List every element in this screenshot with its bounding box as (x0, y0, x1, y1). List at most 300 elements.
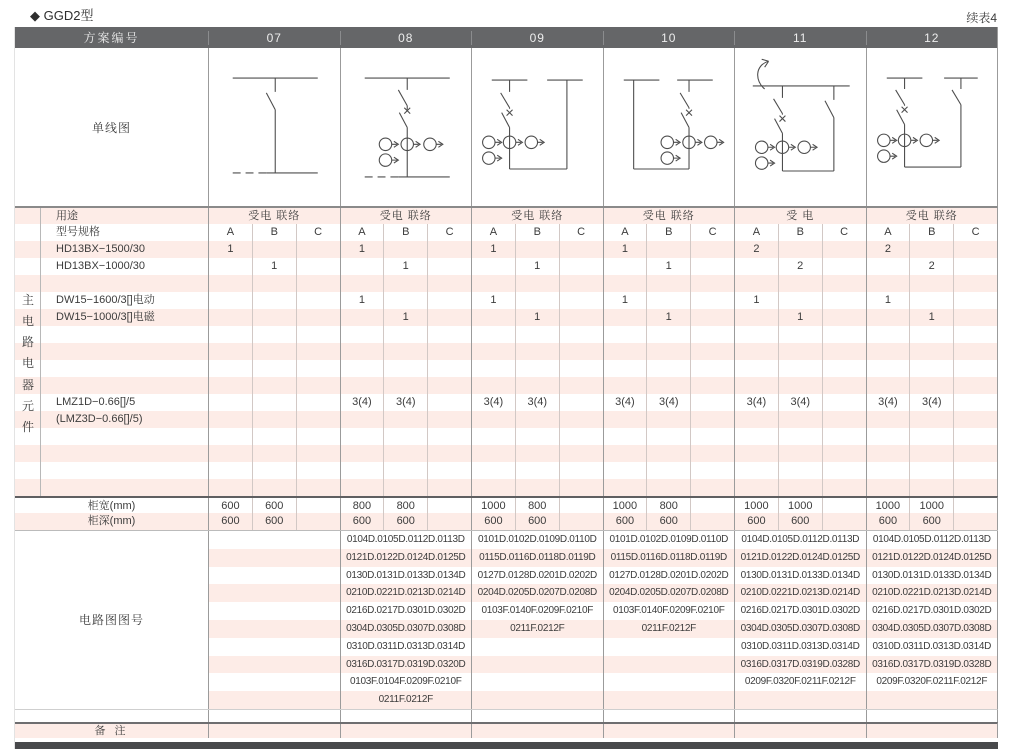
value-cell (778, 445, 822, 462)
value-cell (909, 428, 953, 445)
side-label-char: 主 (21, 293, 34, 307)
value-cell (822, 326, 866, 343)
scheme-cells (471, 309, 603, 326)
component-row (15, 309, 998, 326)
dimension-value-cell: 600 (646, 513, 690, 530)
dimension-value-cell: 600 (515, 513, 559, 530)
scheme-cells (340, 258, 472, 275)
scheme-cells (734, 462, 866, 479)
remarks-label: 备 注 (94, 724, 129, 737)
circuit-number-cell (603, 691, 735, 709)
value-cell (209, 343, 252, 360)
scheme-cells (208, 513, 340, 530)
value-cell (604, 326, 647, 343)
value-cell (209, 428, 252, 445)
scheme-cells (866, 309, 998, 326)
value-cell (515, 377, 559, 394)
component-row (15, 411, 998, 428)
scheme-cells (208, 411, 340, 428)
value-cell (735, 428, 778, 445)
value-cell (383, 241, 427, 258)
value-cell (953, 275, 997, 292)
scheme-cells (208, 292, 340, 309)
value-cell (341, 445, 384, 462)
scheme-cells (866, 411, 998, 428)
component-row (15, 292, 998, 309)
dimension-value-cell: 600 (615, 515, 635, 527)
component-label (41, 445, 208, 462)
value-cell (778, 462, 822, 479)
component-rows (15, 241, 998, 496)
scheme-cells (734, 292, 866, 309)
dimension-value-cell: 1000 (744, 500, 769, 512)
usage-row (15, 207, 998, 224)
scheme-cells (340, 326, 472, 343)
scheme-cells (208, 309, 340, 326)
value-cell (515, 411, 559, 428)
scheme-cells (340, 377, 472, 394)
value-cell (515, 360, 559, 377)
scheme-cells (340, 411, 472, 428)
scheme-cells (340, 428, 472, 445)
value-cell (953, 343, 997, 360)
single-line-diagram-10 (603, 48, 735, 206)
scheme-cells (734, 498, 866, 513)
value-cell (953, 377, 997, 394)
value-cell (383, 428, 427, 445)
circuit-number-cell: 0316D.0317D.0319D.0328D (866, 656, 998, 674)
value-cell: 1 (358, 294, 365, 306)
scheme-cells (866, 377, 998, 394)
value-cell (383, 411, 427, 428)
component-row (15, 462, 998, 479)
circuit-number-cell: 0211F.0212F (340, 691, 472, 709)
component-label: (LMZ3D−0.66[]/5) (56, 413, 143, 425)
scheme-cells (340, 479, 472, 496)
value-cell (690, 258, 734, 275)
usage-value: 受电 联络 (208, 208, 340, 224)
value-cell (909, 360, 953, 377)
value-cell (341, 377, 384, 394)
scheme-cells (603, 258, 735, 275)
scheme-cells (340, 462, 472, 479)
circuit-number-cell (208, 691, 340, 709)
value-cell (909, 292, 953, 309)
value-cell (646, 360, 690, 377)
value-cell (735, 479, 778, 496)
value-cell (909, 411, 953, 428)
value-cell: 3(4) (746, 396, 767, 408)
scheme-subheader (208, 224, 340, 241)
value-cell (690, 479, 734, 496)
dimension-value-cell: 1000 (778, 498, 822, 513)
value-cell (296, 275, 340, 292)
value-cell (953, 309, 997, 326)
value-cell (822, 462, 866, 479)
dimension-value-cell: 1000 (909, 498, 953, 513)
side-label-char: 路 (21, 335, 34, 350)
cabinet-width-row (15, 496, 998, 513)
diagram-row-label: 单线图 (91, 120, 131, 135)
value-cell (646, 275, 690, 292)
scheme-cells (208, 326, 340, 343)
scheme-cells (734, 241, 866, 258)
circuit-number-cell: 0101D.0102D.0109D.0110D (603, 531, 735, 549)
component-row (15, 479, 998, 496)
value-cell (822, 275, 866, 292)
circuit-number-cell (208, 549, 340, 567)
value-cell (604, 275, 647, 292)
value-cell: 3(4) (909, 394, 953, 411)
circuit-number-cell: 0103F.0140F.0209F.0210F (471, 602, 603, 620)
subcolumn-header: B (383, 224, 427, 241)
scheme-subheader (734, 224, 866, 241)
scheme-cells (603, 445, 735, 462)
dimension-value-cell: 600 (383, 513, 427, 530)
dimension-value-cell (690, 498, 734, 513)
value-cell (515, 428, 559, 445)
value-cell (383, 377, 427, 394)
circuit-number-cell: 0211F.0212F (471, 620, 603, 638)
value-cell: 2 (884, 243, 891, 255)
scheme-cells (866, 326, 998, 343)
scheme-cells (866, 479, 998, 496)
value-cell (296, 258, 340, 275)
scheme-cells (208, 258, 340, 275)
value-cell (209, 445, 252, 462)
subcolumn-header: B (515, 224, 559, 241)
component-row (15, 241, 998, 258)
circuit-number-cell: 0216D.0217D.0301D.0302D (866, 602, 998, 620)
value-cell (953, 428, 997, 445)
scheme-cells (208, 343, 340, 360)
scheme-cells (208, 394, 340, 411)
dimension-value-cell (953, 498, 997, 513)
subcolumn-header: C (690, 224, 734, 241)
scheme-cells (471, 326, 603, 343)
cabinet-depth-row (15, 513, 998, 530)
value-cell (296, 394, 340, 411)
scheme-cells (471, 360, 603, 377)
value-cell (427, 258, 471, 275)
value-cell (953, 360, 997, 377)
value-cell (690, 292, 734, 309)
value-cell: 3(4) (615, 396, 635, 408)
subcolumn-header: A (621, 226, 629, 238)
subcolumn-header: A (489, 226, 498, 238)
circuit-number-section (15, 530, 998, 709)
value-cell (690, 394, 734, 411)
circuit-number-cell: 0130D.0131D.0133D.0134D (340, 567, 472, 585)
subcolumn-header: B (646, 224, 690, 241)
value-cell (909, 343, 953, 360)
value-cell: 2 (778, 258, 822, 275)
scheme-cells (208, 428, 340, 445)
value-cell (867, 462, 910, 479)
value-cell (778, 241, 822, 258)
scheme-number-label: 方案编号 (83, 31, 140, 45)
value-cell (296, 241, 340, 258)
value-cell (778, 411, 822, 428)
scheme-cells (471, 411, 603, 428)
scheme-cells (603, 498, 735, 513)
scheme-cells (340, 498, 472, 513)
value-cell: 3(4) (778, 394, 822, 411)
value-cell (646, 326, 690, 343)
circuit-number-cell (734, 691, 866, 709)
component-label (41, 377, 208, 394)
value-cell (341, 360, 384, 377)
diagram-row (15, 48, 998, 207)
circuit-number-cell: 0127D.0128D.0201D.0202D (603, 567, 735, 585)
circuit-number-cell: 0209F.0320F.0211F.0212F (866, 673, 998, 691)
scheme-cells (866, 394, 998, 411)
dimension-value-cell (690, 513, 734, 530)
value-cell (515, 326, 559, 343)
side-strip-cell (15, 462, 41, 479)
side-label-char: 电 (21, 314, 34, 329)
value-cell (953, 258, 997, 275)
continued-table-label: 续表4 (966, 11, 997, 25)
value-cell (690, 428, 734, 445)
circuit-number-cell: 0121D.0122D.0124D.0125D (866, 549, 998, 567)
value-cell (778, 292, 822, 309)
value-cell (735, 445, 778, 462)
dimension-value-cell: 600 (352, 515, 372, 527)
value-cell (953, 326, 997, 343)
value-cell (604, 479, 647, 496)
scheme-cells (340, 275, 472, 292)
value-cell (559, 394, 603, 411)
value-cell (559, 411, 603, 428)
circuit-number-cell: 0204D.0205D.0207D.0208D (603, 584, 735, 602)
value-cell (867, 360, 910, 377)
value-cell (472, 377, 515, 394)
value-cell (735, 326, 778, 343)
circuit-number-cell: 0127D.0128D.0201D.0202D (471, 567, 603, 585)
value-cell (690, 326, 734, 343)
value-cell (209, 411, 252, 428)
value-cell: 3(4) (878, 396, 898, 408)
subcolumn-header: B (778, 224, 822, 241)
subcolumn-header: C (427, 224, 471, 241)
dimension-value-cell: 800 (515, 498, 559, 513)
usage-label: 用途 (56, 210, 78, 222)
value-cell (867, 479, 910, 496)
value-cell (252, 377, 296, 394)
component-row (15, 275, 998, 292)
scheme-cells (208, 498, 340, 513)
subcolumn-header: A (752, 226, 761, 238)
value-cell (472, 258, 515, 275)
value-cell: 3(4) (383, 394, 427, 411)
value-cell (515, 292, 559, 309)
value-cell (559, 275, 603, 292)
value-cell (867, 309, 910, 326)
value-cell (646, 428, 690, 445)
value-cell (646, 377, 690, 394)
circuit-number-cell: 0210D.0221D.0213D.0214D (340, 584, 472, 602)
value-cell (822, 377, 866, 394)
value-cell (867, 377, 910, 394)
value-cell (604, 343, 647, 360)
value-cell (209, 360, 252, 377)
scheme-cells (471, 292, 603, 309)
value-cell (778, 343, 822, 360)
value-cell (427, 360, 471, 377)
value-cell (646, 411, 690, 428)
circuit-number-cell: 0310D.0311D.0313D.0314D (340, 638, 472, 656)
scheme-cells (734, 479, 866, 496)
side-label-char: 电 (21, 356, 34, 371)
value-cell (383, 360, 427, 377)
circuit-number-cell: 0121D.0122D.0124D.0125D (734, 549, 866, 567)
value-cell (296, 326, 340, 343)
dimension-label: 柜宽(mm) (87, 500, 136, 512)
value-cell (296, 411, 340, 428)
circuit-number-cell: 0216D.0217D.0301D.0302D (734, 602, 866, 620)
value-cell (867, 411, 910, 428)
scheme-cells (734, 377, 866, 394)
dimension-value-cell (822, 498, 866, 513)
value-cell: 1 (621, 294, 628, 306)
value-cell: 1 (646, 258, 690, 275)
value-cell (559, 445, 603, 462)
side-strip-cell (15, 224, 41, 241)
value-cell (209, 462, 252, 479)
scheme-cells (471, 445, 603, 462)
scheme-cells (603, 292, 735, 309)
value-cell (209, 292, 252, 309)
value-cell (953, 411, 997, 428)
remarks-row (15, 722, 998, 738)
circuit-number-cell: 0209F.0320F.0211F.0212F (734, 673, 866, 691)
scheme-cells (340, 445, 472, 462)
value-cell: 3(4) (515, 394, 559, 411)
scheme-cells (208, 479, 340, 496)
dimension-value-cell: 600 (484, 515, 503, 527)
value-cell: 1 (490, 294, 497, 306)
value-cell (778, 360, 822, 377)
value-cell: 1 (778, 309, 822, 326)
value-cell (953, 241, 997, 258)
value-cell (341, 462, 384, 479)
scheme-cells (603, 326, 735, 343)
dimension-value-cell (559, 513, 603, 530)
scheme-cells (471, 377, 603, 394)
component-label (41, 479, 208, 496)
scheme-cells (208, 462, 340, 479)
scheme-cells (471, 241, 603, 258)
value-cell (735, 275, 778, 292)
value-cell (559, 258, 603, 275)
value-cell (604, 411, 647, 428)
scheme-cells (866, 462, 998, 479)
subcolumn-header: A (226, 226, 235, 238)
dimension-value-cell (559, 498, 603, 513)
usage-value: 受 电 (734, 208, 866, 224)
spec-table (14, 27, 998, 749)
component-label: DW15−1600/3[]电动 (56, 294, 155, 306)
value-cell: 1 (909, 309, 953, 326)
value-cell (909, 462, 953, 479)
value-cell (867, 326, 910, 343)
value-cell (427, 326, 471, 343)
value-cell (646, 292, 690, 309)
scheme-cells (340, 360, 472, 377)
value-cell (209, 326, 252, 343)
value-cell: 1 (753, 294, 760, 306)
component-row (15, 326, 998, 343)
scheme-cells (734, 343, 866, 360)
scheme-cells (471, 275, 603, 292)
scheme-subheader (340, 224, 472, 241)
side-strip-cell (15, 445, 41, 462)
value-cell: 1 (358, 243, 365, 255)
dimension-value-cell (427, 498, 471, 513)
circuit-number-cell (208, 531, 340, 549)
scheme-cells (734, 275, 866, 292)
dimension-value-cell (822, 513, 866, 530)
scheme-cells (471, 462, 603, 479)
scheme-cells (471, 394, 603, 411)
value-cell (735, 411, 778, 428)
value-cell (427, 479, 471, 496)
value-cell: 3(4) (352, 396, 372, 408)
circuit-number-cell (208, 638, 340, 656)
value-cell (472, 445, 515, 462)
value-cell: 1 (515, 258, 559, 275)
scheme-cells (208, 360, 340, 377)
scheme-cells (734, 309, 866, 326)
dimension-value-cell: 1000 (875, 500, 901, 512)
dimension-value-cell: 600 (252, 513, 296, 530)
value-cell (909, 241, 953, 258)
value-cell (252, 326, 296, 343)
scheme-cells (866, 275, 998, 292)
value-cell (383, 343, 427, 360)
value-cell (296, 445, 340, 462)
value-cell (209, 309, 252, 326)
component-row (15, 428, 998, 445)
circuit-number-cell (471, 656, 603, 674)
value-cell (209, 258, 252, 275)
circuit-number-cell: 0130D.0131D.0133D.0134D (734, 567, 866, 585)
subcolumn-header: C (953, 224, 997, 241)
side-label-char: 器 (21, 377, 34, 392)
value-cell (341, 479, 384, 496)
scheme-cells (471, 513, 603, 530)
circuit-number-cell: 0115D.0116D.0118D.0119D (471, 549, 603, 567)
scheme-cells (340, 513, 472, 530)
value-cell (559, 377, 603, 394)
value-cell (296, 462, 340, 479)
value-cell (341, 411, 384, 428)
value-cell (690, 360, 734, 377)
dimension-value-cell: 1000 (612, 500, 638, 512)
scheme-cells (734, 360, 866, 377)
side-strip-cell (15, 241, 41, 258)
value-cell (559, 326, 603, 343)
dimension-value-cell (427, 513, 471, 530)
scheme-cells (734, 411, 866, 428)
value-cell (383, 326, 427, 343)
circuit-number-cell (208, 673, 340, 691)
scheme-cells (603, 377, 735, 394)
usage-value: 受电 联络 (340, 208, 472, 224)
scheme-header-08: 08 (340, 31, 472, 45)
subcolumn-header: C (296, 224, 340, 241)
